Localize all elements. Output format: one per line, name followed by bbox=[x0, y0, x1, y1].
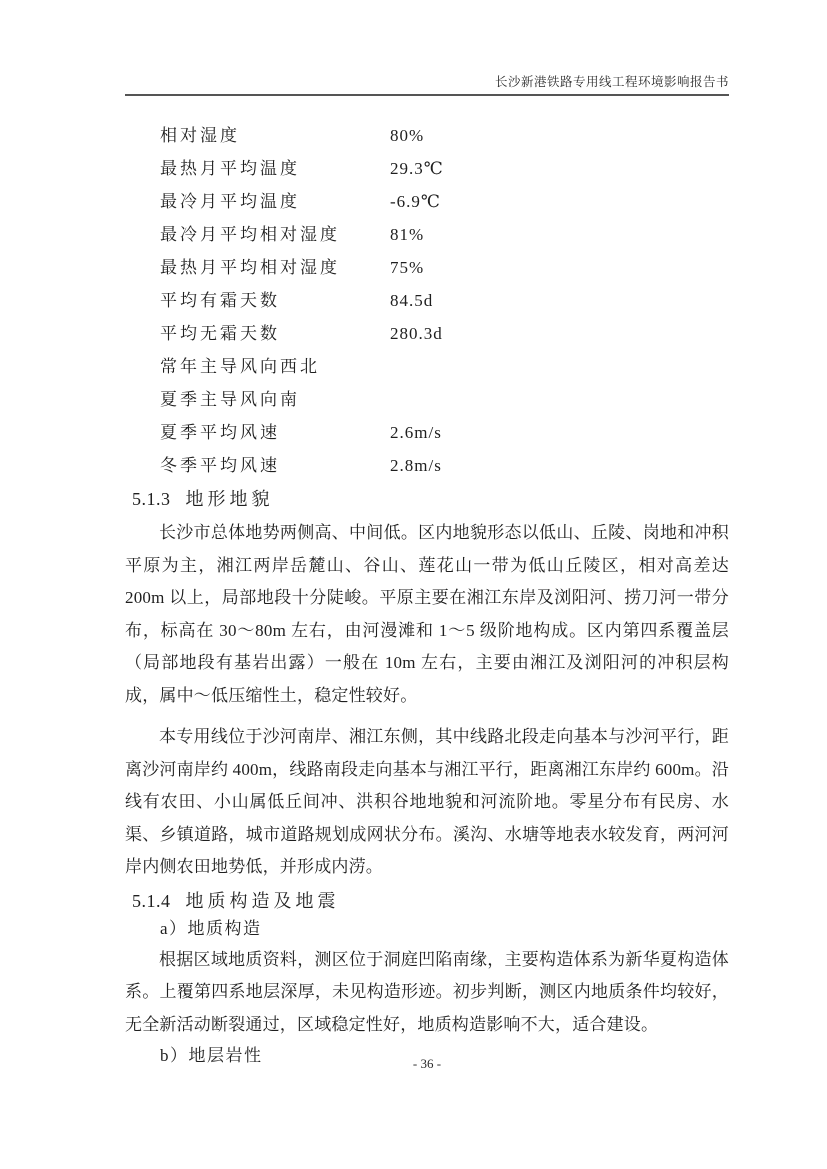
climate-row bbox=[125, 416, 729, 449]
section-title: 地形地貌 bbox=[185, 489, 274, 509]
climate-value: 280.3d bbox=[390, 324, 443, 343]
paragraph-terrain-2: 本专用线位于沙河南岸、湘江东侧，其中线路北段走向基本与沙河平行，距离沙河南岸约 400m，线路南段走向基本与湘江平行，距离湘江东岸约 600m。沿线有农田、小山属低丘间冲、洪积谷地地貌和河流阶地。零星分布有民房、水渠、乡镇道路，城市道路规划成网状分布。溪沟、水塘等地表水较发育，两河河岸内侧农田地势低，并形成内涝。 bbox=[125, 727, 729, 876]
section-title: 地质构造及地震 bbox=[185, 890, 340, 911]
climate-label: 平均无霜天数 bbox=[160, 324, 280, 343]
climate-label: 夏季平均风速 bbox=[160, 423, 280, 442]
page-footer bbox=[125, 1056, 729, 1072]
climate-row bbox=[125, 350, 729, 383]
climate-label: 平均有霜天数 bbox=[160, 291, 280, 310]
climate-label: 最热月平均相对湿度 bbox=[160, 258, 340, 277]
climate-label: 夏季主导风向南 bbox=[160, 390, 300, 409]
climate-row bbox=[125, 185, 729, 218]
climate-label: 相对湿度 bbox=[160, 126, 240, 145]
page-header bbox=[125, 74, 729, 96]
climate-value: 81% bbox=[390, 225, 425, 244]
section-heading-5-1-4 bbox=[125, 888, 729, 914]
climate-data-list bbox=[125, 109, 729, 482]
climate-value: 80% bbox=[390, 126, 425, 145]
subsection-label-a: a）地质构造 bbox=[160, 918, 262, 938]
climate-value: 75% bbox=[390, 258, 425, 277]
climate-label: 冬季平均风速 bbox=[160, 456, 280, 475]
climate-row bbox=[125, 317, 729, 350]
climate-row bbox=[125, 119, 729, 152]
subsection-label-b: b）地层岩性 bbox=[160, 1046, 263, 1065]
climate-row bbox=[125, 449, 729, 482]
climate-label: 最冷月平均温度 bbox=[160, 192, 300, 211]
climate-row bbox=[125, 383, 729, 416]
climate-label: 常年主导风向西北 bbox=[160, 357, 320, 376]
climate-value: 29.3℃ bbox=[390, 159, 444, 178]
climate-value: 84.5d bbox=[390, 291, 434, 310]
climate-value: -6.9℃ bbox=[390, 192, 441, 211]
climate-row bbox=[125, 218, 729, 251]
climate-value: 2.8m/s bbox=[390, 456, 442, 475]
climate-label: 最冷月平均相对湿度 bbox=[160, 225, 340, 244]
header-title: 长沙新港铁路专用线工程环境影响报告书 bbox=[494, 75, 729, 89]
paragraph-geology: 根据区域地质资料，测区位于洞庭凹陷南缘，主要构造体系为新华夏构造体系。上覆第四系地层深厚，未见构造形迹。初步判断，测区内地质条件均较好，无全新活动断裂通过，区域稳定性好，地质构造影响不大，适合建设。 bbox=[125, 949, 729, 1034]
section-heading-5-1-3 bbox=[125, 486, 729, 512]
section-number: 5.1.4 bbox=[132, 890, 171, 911]
page-content bbox=[125, 109, 729, 1071]
paragraph-terrain-1: 长沙市总体地势两侧高、中间低。区内地貌形态以低山、丘陵、岗地和冲积平原为主，湘江两岸岳麓山、谷山、莲花山一带为低山丘陵区，相对高差达 200m 以上，局部地段十分陡峻。平原主要在湘江东岸及浏阳河、捞刀河一带分布，标高在 30～80m 左右，由河漫滩和 1～5 级阶地构成。区内第四系覆盖层（局部地段有基岩出露）一般在 10m 左右，主要由湘江及浏阳河的冲积层构成，属中～低压缩性土，稳定性较好。 bbox=[125, 523, 729, 705]
section-number: 5.1.3 bbox=[132, 489, 171, 509]
climate-row bbox=[125, 152, 729, 185]
page-number: - 36 - bbox=[412, 1056, 442, 1071]
climate-value: 2.6m/s bbox=[390, 423, 442, 442]
climate-row bbox=[125, 284, 729, 317]
climate-row bbox=[125, 251, 729, 284]
climate-label: 最热月平均温度 bbox=[160, 159, 300, 178]
